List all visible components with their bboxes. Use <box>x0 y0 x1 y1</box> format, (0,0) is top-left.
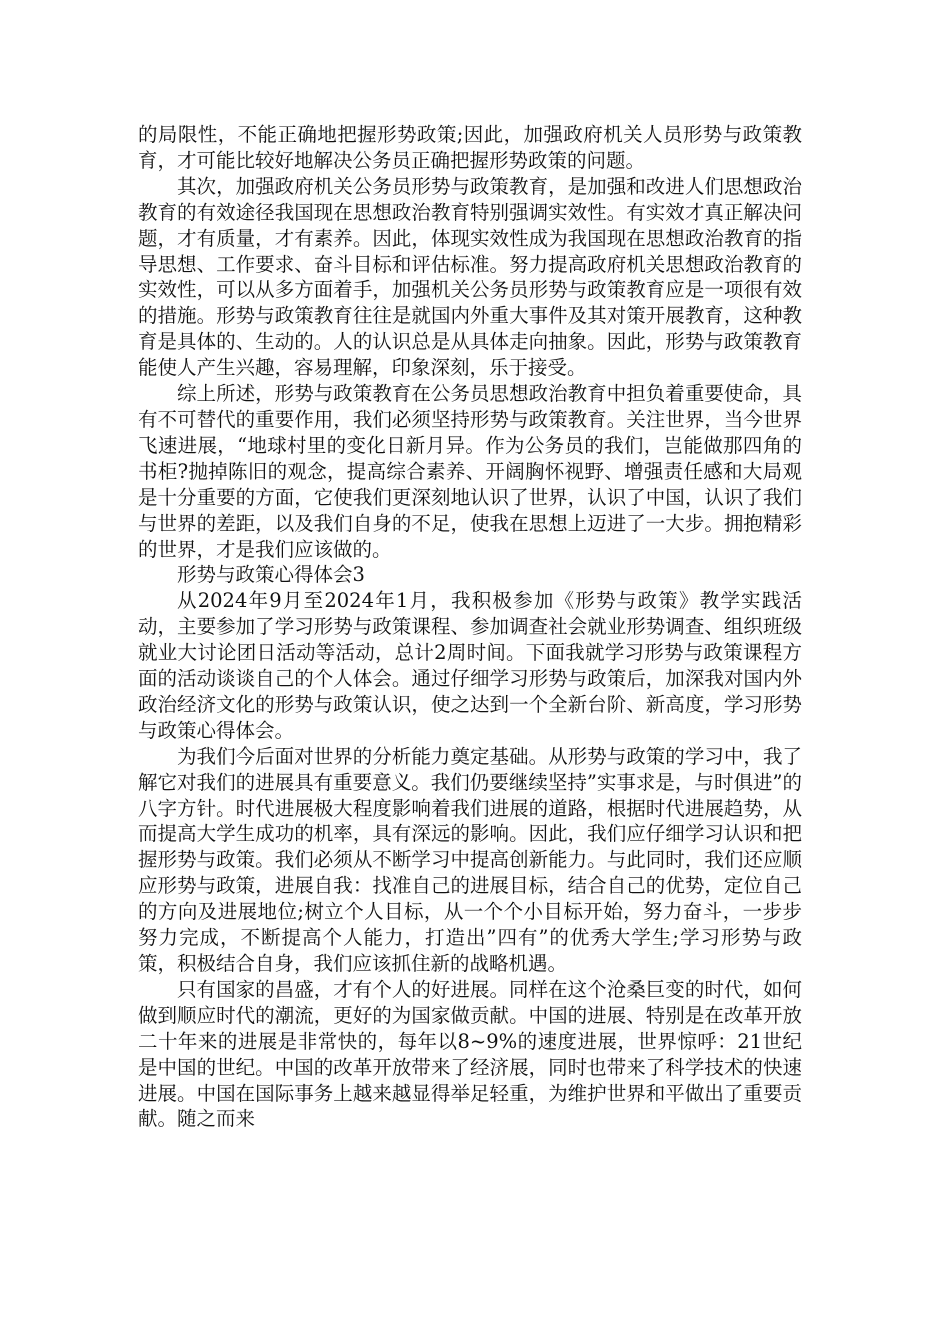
document-page <box>138 122 802 1132</box>
paragraph-3: 综上所述，形势与政策教育在公务员思想政治教育中担负着重要使命，具有不可替代的重要作用，我们必须坚持形势与政策教育。关注世界，当今世界飞速进展，“地球村里的变化日新月异。作为公务员的我们，岂能做那四角的书柜?抛掉陈旧的观念，提高综合素养、开阔胸怀视野、增强责任感和大局观是十分重要的方面，它使我们更深刻地认识了世界，认识了中国，认识了我们与世界的差距，以及我们自身的不足，使我在思想上迈进了一大步。拥抱精彩的世界，才是我们应该做的。 <box>138 382 802 561</box>
paragraph-2: 其次，加强政府机关公务员形势与政策教育，是加强和改进人们思想政治教育的有效途径我国现在思想政治教育特别强调实效性。有实效才真正解决问题，才有质量，才有素养。因此，体现实效性成为我国现在思想政治教育的指导思想、工作要求、奋斗目标和评估标准。努力提高政府机关思想政治教育的实效性，可以从多方面着手，加强机关公务员形势与政策教育应是一项很有效的措施。形势与政策教育往往是就国内外重大事件及其对策开展教育，这种教育是具体的、生动的。人的认识总是从具体走向抽象。因此，形势与政策教育能使人产生兴趣，容易理解，印象深刻，乐于接受。 <box>138 174 802 380</box>
paragraph-4: 从2024年9月至2024年1月，我积极参加《形势与政策》教学实践活动，主要参加了学习形势与政策课程、参加调查社会就业形势调查、组织班级就业大讨论团日活动等活动，总计2周时间。下面我就学习形势与政策课程方面的活动谈谈自己的个人体会。通过仔细学习形势与政策后，加深我对国内外政治经济文化的形势与政策认识，使之达到一个全新台阶、新高度，学习形势与政策心得体会。 <box>138 589 802 742</box>
paragraph-1: 的局限性，不能正确地把握形势政策;因此，加强政府机关人员形势与政策教育，才可能比较好地解决公务员正确把握形势政策的问题。 <box>138 123 802 172</box>
paragraph-6: 只有国家的昌盛，才有个人的好进展。同样在这个沧桑巨变的时代，如何做到顺应时代的潮流，更好的为国家做贡献。中国的进展、特别是在改革开放二十年来的进展是非常快的，每年以8~9%的速度进展，世界惊呼：21世纪是中国的世纪。中国的改革开放带来了经济展，同时也带来了科学技术的快速进展。中国在国际事务上越来越显得举足轻重，为维护世界和平做出了重要贡献。随之而来 <box>138 977 802 1131</box>
section-heading: 形势与政策心得体会3 <box>177 563 365 587</box>
paragraph-5: 为我们今后面对世界的分析能力奠定基础。从形势与政策的学习中，我了解它对我们的进展具有重要意义。我们仍要继续坚持”实事求是，与时俱进”的八字方针。时代进展极大程度影响着我们进展的道路，根据时代进展趋势，从而提高大学生成功的机率，具有深远的影响。因此，我们应仔细学习认识和把握形势与政策。我们必须从不断学习中提高创新能力。与此同时，我们还应顺应形势与政策，进展自我：找准自己的进展目标，结合自己的优势，定位自己的方向及进展地位;树立个人目标，从一个个小目标开始，努力奋斗，一步步努力完成，不断提高个人能力，打造出”四有”的优秀大学生;学习形势与政策，积极结合自身，我们应该抓住新的战略机遇。 <box>138 744 802 975</box>
